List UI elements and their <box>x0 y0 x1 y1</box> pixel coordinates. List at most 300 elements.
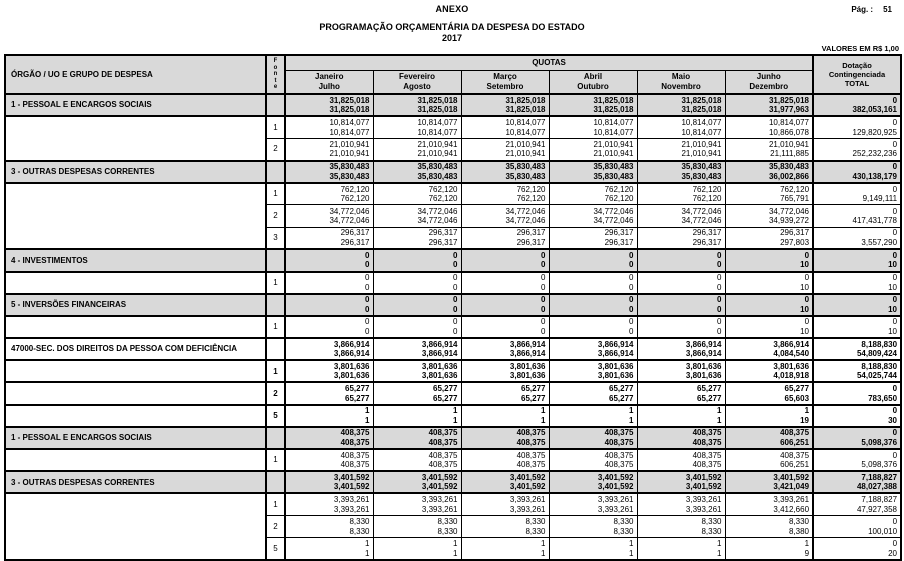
quota-value-first-half: 10,814,077 <box>681 118 722 128</box>
quota-value-first-half: 408,375 <box>340 450 370 460</box>
quota-value-first-half: 0 <box>892 517 898 527</box>
row-label <box>5 116 266 138</box>
table-row <box>5 138 901 160</box>
column-header-month <box>373 70 461 94</box>
quota-value-second-half: 8,330 <box>701 526 722 536</box>
quota-value-second-half: 34,772,046 <box>417 216 458 226</box>
quota-value-second-half: 54,025,744 <box>856 371 898 381</box>
page-top-line <box>0 4 904 17</box>
quota-value-second-half: 10,814,077 <box>681 127 722 137</box>
quota-value-first-half: 34,772,046 <box>593 206 634 216</box>
quota-value-second-half: 10 <box>800 326 810 336</box>
quota-value-second-half: 8,330 <box>613 526 634 536</box>
quota-value-first-half: 0 <box>629 250 634 260</box>
total-cell <box>813 116 901 138</box>
quota-value-first-half: 762,120 <box>780 184 810 194</box>
row-label: 3 - OUTRAS DESPESAS CORRENTES <box>5 161 266 183</box>
quota-value-first-half: 408,375 <box>780 450 810 460</box>
quota-value-first-half: 35,830,483 <box>768 162 810 172</box>
fonte-number-cell: 2 <box>266 138 285 160</box>
quota-value-first-half: 3,401,592 <box>333 472 370 482</box>
fonte-letter: F <box>273 58 278 65</box>
quota-value-first-half: 0 <box>892 95 898 105</box>
quota-value-second-half: 0 <box>629 326 634 336</box>
quota-cell <box>461 94 549 116</box>
quota-value-second-half: 31,977,963 <box>768 105 810 115</box>
quota-value-second-half: 3,866,914 <box>597 349 634 359</box>
quota-value-first-half: 762,120 <box>516 184 546 194</box>
column-header-month <box>549 70 637 94</box>
quota-value-first-half: 10,814,077 <box>417 118 458 128</box>
quota-value-first-half: 0 <box>892 295 898 305</box>
fonte-number-cell <box>266 338 285 360</box>
fonte-number-cell: 1 <box>266 116 285 138</box>
quota-cell <box>637 316 725 338</box>
quota-value-first-half: 0 <box>365 317 370 327</box>
quota-cell <box>285 427 373 449</box>
quota-value-first-half: 3,393,261 <box>685 495 722 505</box>
quota-cell <box>373 227 461 249</box>
quota-value-first-half: 10,814,077 <box>505 118 546 128</box>
quota-value-first-half: 1 <box>629 406 634 416</box>
quota-cell <box>725 538 813 560</box>
quota-value-first-half: 0 <box>629 273 634 283</box>
quota-cell <box>549 360 637 382</box>
quota-cell <box>637 449 725 471</box>
table-row <box>5 360 901 382</box>
total-cell <box>813 471 901 493</box>
total-cell <box>813 205 901 227</box>
quota-cell <box>725 316 813 338</box>
quota-value-second-half: 252,232,236 <box>852 149 898 159</box>
fonte-number-cell: 1 <box>266 360 285 382</box>
column-header-month <box>637 70 725 94</box>
quota-cell <box>725 294 813 316</box>
quota-value-first-half: 7,188,827 <box>861 472 898 482</box>
quota-cell <box>725 449 813 471</box>
quota-cell <box>373 493 461 515</box>
quota-cell <box>637 360 725 382</box>
quota-value-second-half: 65,603 <box>784 393 810 403</box>
table-row <box>5 316 901 338</box>
quota-cell <box>549 449 637 471</box>
quota-value-second-half: 10,814,077 <box>329 127 370 137</box>
quota-cell <box>637 382 725 404</box>
quota-value-first-half: 762,120 <box>428 184 458 194</box>
quota-value-first-half: 1 <box>541 539 546 549</box>
quota-value-first-half: 0 <box>892 162 898 172</box>
row-label <box>5 516 266 538</box>
quota-cell <box>637 138 725 160</box>
quota-cell <box>549 338 637 360</box>
month-label: Junho <box>756 72 781 82</box>
quota-cell <box>373 316 461 338</box>
quota-cell <box>285 138 373 160</box>
month-label: Março <box>493 72 517 82</box>
quota-cell <box>637 116 725 138</box>
total-cell <box>813 360 901 382</box>
total-cell <box>813 249 901 271</box>
quota-value-first-half: 3,866,914 <box>597 339 634 349</box>
quota-value-second-half: 3,401,592 <box>421 482 458 492</box>
quota-cell <box>373 183 461 205</box>
quota-cell <box>637 493 725 515</box>
quota-value-first-half: 35,830,483 <box>505 162 546 172</box>
quota-value-first-half: 0 <box>804 250 810 260</box>
row-label: 4 - INVESTIMENTOS <box>5 249 266 271</box>
quota-cell <box>549 205 637 227</box>
column-header-orgao: ÓRGÃO / UO E GRUPO DE DESPESA <box>5 55 266 94</box>
total-header-line: Dotação <box>842 61 872 70</box>
quota-cell <box>637 205 725 227</box>
quota-cell <box>461 382 549 404</box>
quota-cell <box>725 227 813 249</box>
total-cell <box>813 427 901 449</box>
quota-value-first-half: 65,277 <box>697 384 722 394</box>
annex-title: ANEXO <box>435 4 469 14</box>
quota-value-first-half: 3,866,914 <box>421 339 458 349</box>
row-label: 5 - INVERSÕES FINANCEIRAS <box>5 294 266 316</box>
quota-value-first-half: 1 <box>804 406 810 416</box>
quota-value-first-half: 0 <box>892 384 898 394</box>
quota-cell <box>549 161 637 183</box>
quota-value-second-half: 606,251 <box>780 460 810 470</box>
quota-value-first-half: 408,375 <box>692 428 722 438</box>
quota-cell <box>725 516 813 538</box>
total-cell <box>813 183 901 205</box>
quota-value-second-half: 1 <box>453 415 458 425</box>
quota-value-second-half: 296,317 <box>692 237 722 247</box>
quota-value-second-half: 10 <box>800 304 810 314</box>
quota-value-first-half: 3,866,914 <box>333 339 370 349</box>
quota-value-first-half: 3,866,914 <box>509 339 546 349</box>
quota-value-second-half: 10 <box>800 282 810 292</box>
quota-cell <box>725 360 813 382</box>
quota-value-first-half: 3,401,592 <box>421 472 458 482</box>
row-label <box>5 360 266 382</box>
quota-value-first-half: 1 <box>541 406 546 416</box>
quota-value-second-half: 408,375 <box>604 460 634 470</box>
quota-cell <box>549 516 637 538</box>
total-cell <box>813 405 901 427</box>
quota-value-second-half: 408,375 <box>516 460 546 470</box>
quota-value-first-half: 0 <box>892 317 898 327</box>
quota-value-first-half: 10,814,077 <box>329 118 370 128</box>
quota-value-second-half: 30 <box>888 415 898 425</box>
quota-value-second-half: 417,431,778 <box>852 216 898 226</box>
quota-value-first-half: 0 <box>365 273 370 283</box>
quota-value-second-half: 382,053,161 <box>852 105 898 115</box>
quota-value-first-half: 408,375 <box>604 450 634 460</box>
quota-value-second-half: 8,330 <box>349 526 370 536</box>
quota-value-second-half: 31,825,018 <box>593 105 634 115</box>
budget-table <box>4 54 902 561</box>
row-label <box>5 538 266 560</box>
quota-value-first-half: 35,830,483 <box>681 162 722 172</box>
total-cell <box>813 138 901 160</box>
quota-cell <box>725 427 813 449</box>
quota-cell <box>285 493 373 515</box>
quota-value-second-half: 0 <box>717 304 722 314</box>
quota-value-first-half: 0 <box>541 317 546 327</box>
quota-cell <box>637 471 725 493</box>
month-label: Fevereiro <box>398 72 436 82</box>
fonte-number-cell: 2 <box>266 516 285 538</box>
quota-value-first-half: 34,772,046 <box>329 206 370 216</box>
quota-value-first-half: 34,772,046 <box>505 206 546 216</box>
quota-cell <box>285 94 373 116</box>
quota-cell <box>461 316 549 338</box>
quota-value-first-half: 408,375 <box>604 428 634 438</box>
quota-cell <box>461 405 549 427</box>
quota-value-first-half: 0 <box>541 273 546 283</box>
quota-value-first-half: 3,401,592 <box>685 472 722 482</box>
quota-value-first-half: 31,825,018 <box>681 95 722 105</box>
quota-cell <box>461 183 549 205</box>
quota-value-second-half: 408,375 <box>604 437 634 447</box>
quota-value-first-half: 3,801,636 <box>773 361 810 371</box>
quota-cell <box>461 538 549 560</box>
quota-value-first-half: 762,120 <box>604 184 634 194</box>
quota-value-first-half: 21,010,941 <box>768 139 810 149</box>
quota-value-second-half: 35,830,483 <box>417 171 458 181</box>
quota-cell <box>373 449 461 471</box>
table-body <box>5 94 901 560</box>
quota-value-first-half: 296,317 <box>780 228 810 238</box>
quota-value-first-half: 31,825,018 <box>329 95 370 105</box>
currency-note: VALORES EM R$ 1,00 <box>821 44 899 53</box>
quota-value-first-half: 35,830,483 <box>593 162 634 172</box>
quota-value-first-half: 408,375 <box>428 428 458 438</box>
quota-value-second-half: 0 <box>541 282 546 292</box>
quota-value-first-half: 0 <box>453 250 458 260</box>
quota-cell <box>285 116 373 138</box>
quota-value-second-half: 408,375 <box>340 437 370 447</box>
quota-value-first-half: 762,120 <box>340 184 370 194</box>
quota-cell <box>725 94 813 116</box>
report-page <box>0 4 904 561</box>
table-row <box>5 183 901 205</box>
quota-cell <box>285 360 373 382</box>
quota-value-second-half: 54,809,424 <box>856 349 898 359</box>
quota-value-second-half: 3,401,592 <box>597 482 634 492</box>
total-cell <box>813 449 901 471</box>
quota-value-second-half: 1 <box>453 548 458 558</box>
quota-cell <box>461 516 549 538</box>
table-row <box>5 449 901 471</box>
quota-value-second-half: 0 <box>365 304 370 314</box>
quota-value-second-half: 5,098,376 <box>861 437 898 447</box>
quota-value-second-half: 1 <box>629 415 634 425</box>
quota-cell <box>549 471 637 493</box>
row-label <box>5 493 266 515</box>
quota-value-first-half: 31,825,018 <box>505 95 546 105</box>
quota-cell <box>285 471 373 493</box>
quota-cell <box>285 161 373 183</box>
quota-value-first-half: 0 <box>365 295 370 305</box>
row-label <box>5 205 266 227</box>
quota-value-second-half: 0 <box>365 326 370 336</box>
quota-value-first-half: 8,330 <box>349 517 370 527</box>
quota-cell <box>285 516 373 538</box>
fonte-letter: n <box>273 71 278 78</box>
quota-value-first-half: 0 <box>717 317 722 327</box>
quota-cell <box>285 449 373 471</box>
fonte-number-cell <box>266 94 285 116</box>
total-cell <box>813 538 901 560</box>
quota-value-second-half: 3,401,592 <box>509 482 546 492</box>
quota-value-first-half: 8,330 <box>437 517 458 527</box>
fonte-number-cell: 5 <box>266 405 285 427</box>
quota-cell <box>373 338 461 360</box>
quota-value-second-half: 4,084,540 <box>773 349 810 359</box>
quota-value-second-half: 34,772,046 <box>681 216 722 226</box>
quota-value-first-half: 31,825,018 <box>417 95 458 105</box>
quota-value-second-half: 3,393,261 <box>509 504 546 514</box>
quota-cell <box>549 316 637 338</box>
quota-cell <box>637 94 725 116</box>
quota-cell <box>637 538 725 560</box>
quota-cell <box>637 183 725 205</box>
quota-value-second-half: 408,375 <box>692 437 722 447</box>
quota-value-first-half: 296,317 <box>340 228 370 238</box>
quota-value-first-half: 296,317 <box>428 228 458 238</box>
quota-cell <box>549 427 637 449</box>
quota-cell <box>285 316 373 338</box>
quota-value-second-half: 31,825,018 <box>681 105 722 115</box>
row-label <box>5 272 266 294</box>
fonte-number-cell <box>266 161 285 183</box>
quota-value-second-half: 0 <box>541 260 546 270</box>
quota-value-first-half: 21,010,941 <box>505 139 546 149</box>
quota-value-first-half: 1 <box>365 406 370 416</box>
quota-value-first-half: 7,188,827 <box>861 495 898 505</box>
quota-cell <box>373 161 461 183</box>
row-label: 47000-SEC. DOS DIREITOS DA PESSOA COM DEFICIÊNCIA <box>5 338 266 360</box>
quota-cell <box>285 227 373 249</box>
quota-cell <box>461 116 549 138</box>
quota-value-second-half: 296,317 <box>340 237 370 247</box>
table-row <box>5 272 901 294</box>
table-row <box>5 405 901 427</box>
table-row <box>5 294 901 316</box>
column-header-month <box>285 70 373 94</box>
quota-cell <box>637 227 725 249</box>
quota-value-first-half: 10,814,077 <box>593 118 634 128</box>
fonte-number-cell: 1 <box>266 183 285 205</box>
month-label: Janeiro <box>315 72 344 82</box>
quota-value-second-half: 765,791 <box>780 194 810 204</box>
quota-value-second-half: 0 <box>717 260 722 270</box>
quota-value-second-half: 34,772,046 <box>329 216 370 226</box>
quota-value-second-half: 0 <box>717 326 722 336</box>
quota-value-second-half: 31,825,018 <box>329 105 370 115</box>
quota-value-first-half: 0 <box>892 250 898 260</box>
quota-cell <box>373 471 461 493</box>
fonte-number-cell: 1 <box>266 316 285 338</box>
quota-value-first-half: 408,375 <box>516 428 546 438</box>
quota-cell <box>725 183 813 205</box>
quota-cell <box>461 471 549 493</box>
quota-cell <box>461 138 549 160</box>
quota-value-first-half: 0 <box>892 184 898 194</box>
month-label: Julho <box>318 81 340 91</box>
quota-value-second-half: 0 <box>453 282 458 292</box>
quota-value-second-half: 65,277 <box>345 393 370 403</box>
quota-cell <box>549 138 637 160</box>
quota-value-second-half: 100,010 <box>868 526 898 536</box>
quota-value-second-half: 3,393,261 <box>333 504 370 514</box>
quota-value-first-half: 3,801,636 <box>333 361 370 371</box>
quota-cell <box>637 272 725 294</box>
quota-cell <box>549 249 637 271</box>
table-row <box>5 382 901 404</box>
quota-value-first-half: 3,393,261 <box>773 495 810 505</box>
quota-value-second-half: 762,120 <box>604 194 634 204</box>
fonte-number-cell <box>266 294 285 316</box>
quota-value-second-half: 65,277 <box>609 393 634 403</box>
table-row <box>5 427 901 449</box>
quota-value-second-half: 3,801,636 <box>421 371 458 381</box>
column-header-total <box>813 55 901 94</box>
quota-value-first-half: 21,010,941 <box>417 139 458 149</box>
quota-value-first-half: 0 <box>892 428 898 438</box>
quota-cell <box>373 360 461 382</box>
quota-cell <box>461 360 549 382</box>
quota-value-second-half: 0 <box>365 260 370 270</box>
quota-cell <box>725 249 813 271</box>
row-label: 3 - OUTRAS DESPESAS CORRENTES <box>5 471 266 493</box>
quota-value-first-half: 296,317 <box>692 228 722 238</box>
quota-value-second-half: 1 <box>717 548 722 558</box>
quota-value-second-half: 762,120 <box>340 194 370 204</box>
quota-cell <box>461 272 549 294</box>
quota-cell <box>285 249 373 271</box>
quota-cell <box>461 294 549 316</box>
quota-value-second-half: 21,010,941 <box>505 149 546 159</box>
total-cell <box>813 382 901 404</box>
quota-cell <box>461 161 549 183</box>
row-label <box>5 405 266 427</box>
quota-cell <box>725 205 813 227</box>
row-label: 1 - PESSOAL E ENCARGOS SOCIAIS <box>5 427 266 449</box>
quota-cell <box>549 493 637 515</box>
quota-cell <box>637 405 725 427</box>
quota-value-second-half: 36,002,866 <box>768 171 810 181</box>
quota-value-second-half: 3,401,592 <box>333 482 370 492</box>
quota-value-first-half: 8,188,830 <box>861 339 898 349</box>
quota-cell <box>637 516 725 538</box>
quota-value-second-half: 3,393,261 <box>685 504 722 514</box>
quota-value-second-half: 762,120 <box>428 194 458 204</box>
quota-cell <box>373 138 461 160</box>
quota-value-second-half: 783,650 <box>868 393 898 403</box>
quota-value-second-half: 10,814,077 <box>593 127 634 137</box>
quota-value-second-half: 430,138,179 <box>852 171 898 181</box>
quota-value-second-half: 34,772,046 <box>593 216 634 226</box>
quota-cell <box>373 516 461 538</box>
quota-value-first-half: 1 <box>629 539 634 549</box>
fonte-number-cell: 1 <box>266 449 285 471</box>
quota-value-second-half: 762,120 <box>516 194 546 204</box>
quota-cell <box>373 94 461 116</box>
quota-cell <box>461 205 549 227</box>
table-row <box>5 116 901 138</box>
quota-value-second-half: 10 <box>888 282 898 292</box>
quota-value-second-half: 3,393,261 <box>597 504 634 514</box>
quota-value-first-half: 0 <box>453 295 458 305</box>
table-row <box>5 338 901 360</box>
